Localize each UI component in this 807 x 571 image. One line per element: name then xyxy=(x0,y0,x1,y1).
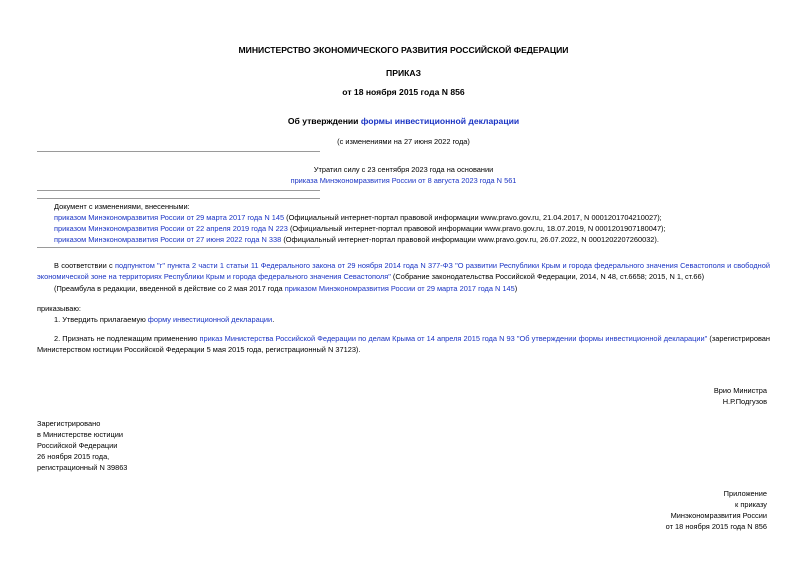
preamble-order-link[interactable]: приказом Минэкономразвития России от 29 марта 2017 года N 145 xyxy=(284,284,515,293)
registration-line: Российской Федерации xyxy=(37,441,118,450)
amendment-link-2022[interactable]: приказом Минэкономразвития России от 27 июня 2022 года N 338 xyxy=(54,235,282,244)
item-text: (зарегистрирован Министерством юстиции Российской Федерации 5 мая 2015 года, регистрационный N 37123). xyxy=(37,334,770,354)
amendment-link-2019[interactable]: приказом Минэкономразвития России от 22 апреля 2019 года N 223 xyxy=(54,224,288,233)
legal-basis-paragraph xyxy=(37,261,770,283)
doc-date-number: от 18 ноября 2015 года N 856 xyxy=(342,87,465,97)
amendment-note: (с изменениями на 27 июня 2022 года) xyxy=(337,137,470,146)
title-form-link[interactable]: формы инвестиционной декларации xyxy=(360,116,520,126)
amendment-source: (Официальный интернет-портал правовой информации www.pravo.gov.ru, 21.04.2017, N 0001201704210027); xyxy=(284,213,662,222)
form-link[interactable]: форму инвестиционной декларации xyxy=(147,315,273,324)
doc-title xyxy=(0,116,807,126)
registration-line: 26 ноября 2015 года, xyxy=(37,452,110,461)
appendix-line: Приложение xyxy=(723,489,767,498)
divider xyxy=(37,151,320,152)
registration-block xyxy=(37,418,127,473)
amendment-source: (Официальный интернет-портал правовой информации www.pravo.gov.ru, 26.07.2022, N 0001202207260032). xyxy=(281,235,659,244)
order-item-1 xyxy=(54,314,274,325)
registration-line: Зарегистрировано xyxy=(37,419,101,428)
appendix-block xyxy=(666,488,767,532)
order-item-2 xyxy=(37,334,770,356)
item-text: . xyxy=(272,315,275,324)
lost-force-link-row xyxy=(0,175,807,186)
appendix-line: от 18 ноября 2015 года N 856 xyxy=(665,522,767,531)
crimea-order-link[interactable]: приказ Министерства Российской Федерации по делам Крыма от 14 апреля 2015 года N 93 "Об утверждении формы инвестиционной декларации" xyxy=(199,334,708,343)
amendment-link-2017[interactable]: приказом Минэкономразвития России от 29 марта 2017 года N 145 xyxy=(54,213,285,222)
paragraph-text: (Собрание законодательства Российской Федерации, 2014, N 48, ст.6658; 2015, N 1, ст.66) xyxy=(390,271,705,281)
preamble-text: (Преамбула в редакции, введенной в действие со 2 мая 2017 года xyxy=(54,284,285,293)
item-text: 1. Утвердить прилагаемую xyxy=(54,315,148,324)
divider xyxy=(37,190,320,191)
changes-intro: Документ с изменениями, внесенными: xyxy=(54,202,190,211)
list-item xyxy=(54,223,666,234)
amendment-source: (Официальный интернет-портал правовой информации www.pravo.gov.ru, 18.07.2019, N 0001201907180047); xyxy=(287,224,666,233)
lost-force-order-link[interactable]: приказа Минэкономразвития России от 8 августа 2023 года N 561 xyxy=(290,176,517,185)
ministry-heading: МИНИСТЕРСТВО ЭКОНОМИЧЕСКОГО РАЗВИТИЯ РОССИЙСКОЙ ФЕДЕРАЦИИ xyxy=(238,45,569,55)
signature-role: Врио Министра xyxy=(713,386,767,395)
registration-line: в Министерстве юстиции xyxy=(37,430,124,439)
divider xyxy=(37,247,320,248)
preamble-note xyxy=(54,283,517,294)
item-text: 2. Признать не подлежащим применению xyxy=(54,334,200,343)
registration-line: регистрационный N 39863 xyxy=(37,463,128,472)
list-item xyxy=(54,234,659,245)
divider xyxy=(37,198,320,199)
signature-name: Н.Р.Подгузов xyxy=(722,397,767,406)
order-word: приказываю: xyxy=(37,304,81,313)
doc-title-prefix: Об утверждении xyxy=(287,116,361,126)
lost-force-text: Утратил силу с 23 сентября 2023 года на основании xyxy=(313,165,494,174)
federal-law-link[interactable]: подпунктом "г" пункта 2 части 1 статьи 11 Федерального закона от 29 ноября 2014 года N 377-ФЗ "О развитии Республики Крым и города федерального значения Севастополя и свободной экономической зоне на территориях Республики Крым и города федерального значения Севастополя" xyxy=(37,261,770,281)
list-item xyxy=(54,212,662,223)
appendix-line: к приказу xyxy=(735,500,767,509)
doc-type-heading: ПРИКАЗ xyxy=(386,68,421,78)
appendix-line: Минэкономразвития России xyxy=(670,511,767,520)
paragraph-text: В соответствии с xyxy=(54,261,115,270)
preamble-text: ) xyxy=(514,284,518,293)
